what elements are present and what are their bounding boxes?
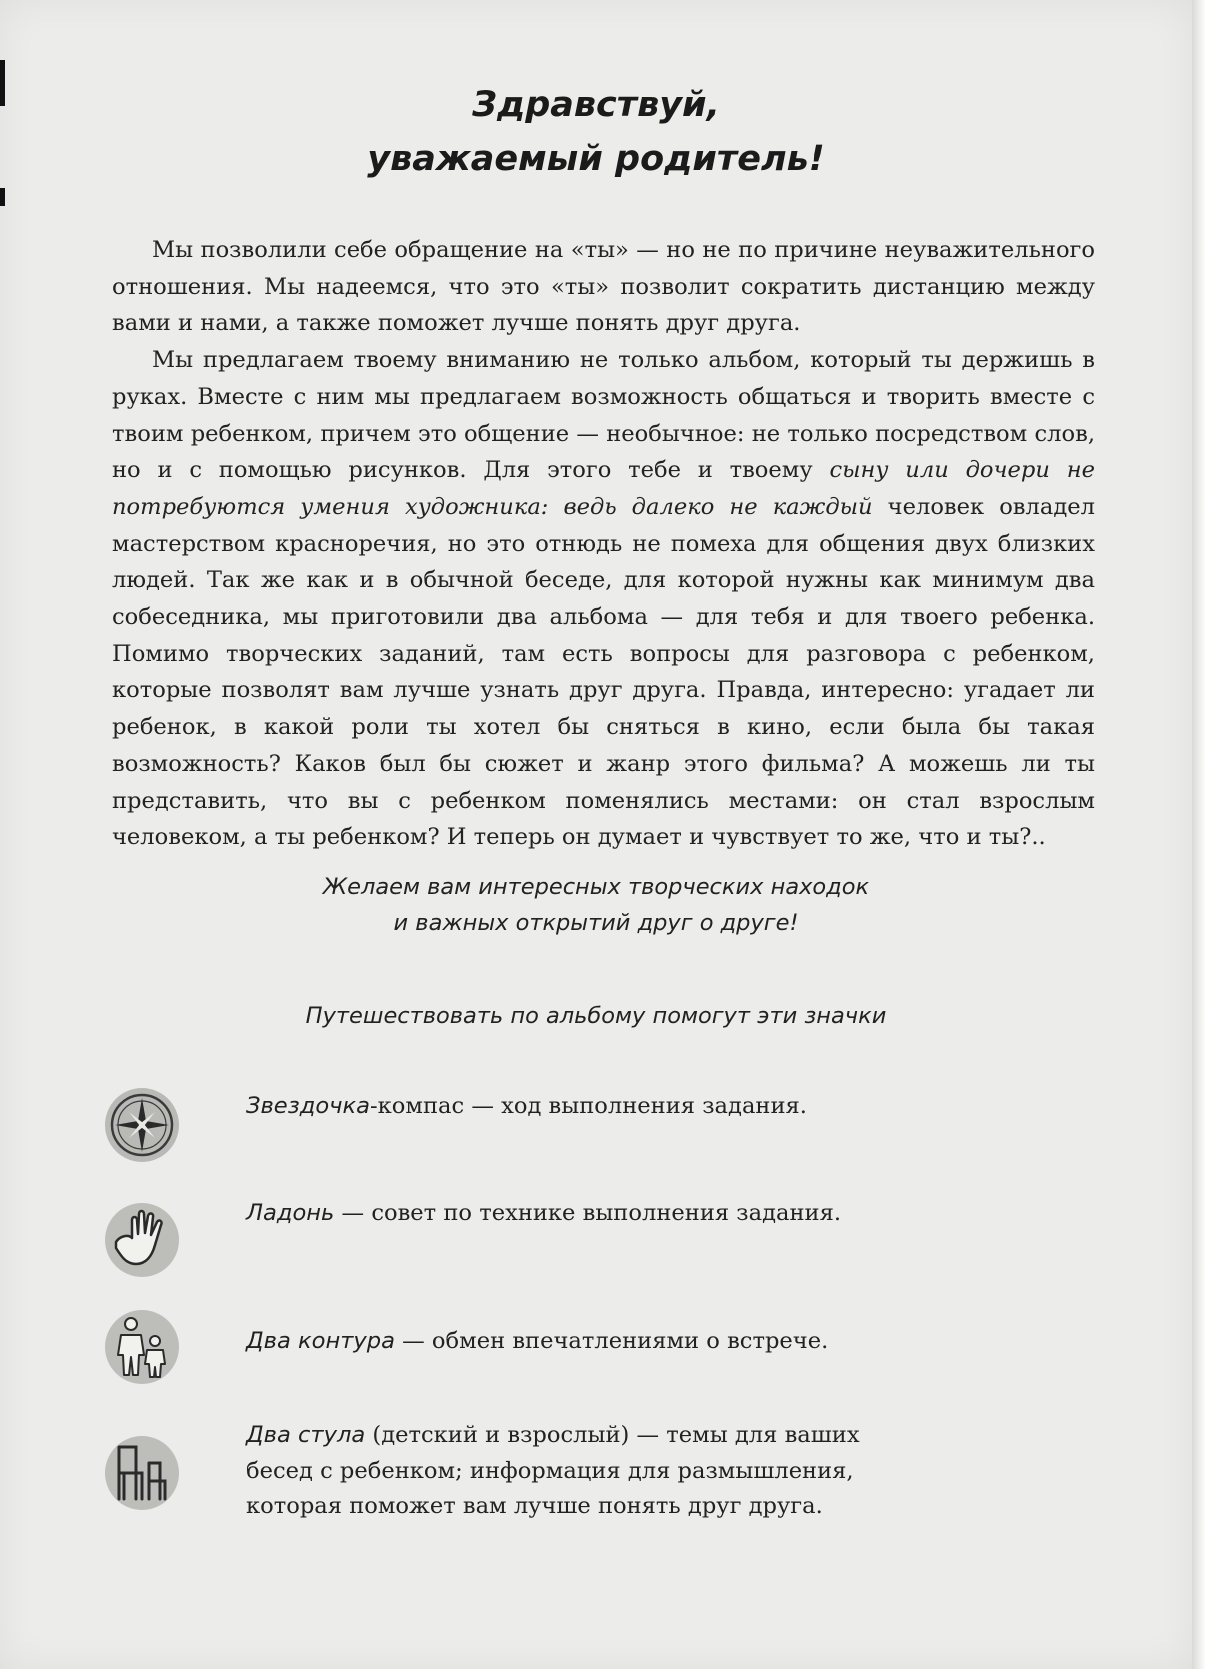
title-line-1: Здравствуй, [472, 85, 720, 125]
legend-term: Два стула [246, 1422, 366, 1448]
paragraph-2-start: Мы предлагаем твоему вниманию не только альбом, который ты держишь в руках. Вместе с ним мы предлагаем возможность общаться и творить вместе с твоим ребенком, причем это общение — необычное: не только посредством слов, но и с помощью рисунков. Для этого тебе и твоему [112, 347, 1095, 484]
legend-text-figures [246, 1324, 1006, 1360]
page-title [0, 78, 1192, 186]
legend-text-compass [246, 1089, 1006, 1125]
legend-term-suffix: -компас [370, 1093, 465, 1119]
legend-description: — обмен впечатлениями о встрече. [394, 1328, 829, 1354]
compass-star-icon [102, 1085, 182, 1165]
wishes-line-2: и важных открытий друг о друге! [393, 910, 799, 936]
two-chairs-icon [102, 1433, 182, 1513]
paragraph-2-end: человек овладел мастерством красноречия, но это отнюдь не помеха для общения двух близких людей. Так же как и в обычной беседе, для которой нужны как минимум два собеседника, мы приготовили два альбома — для тебя и для твоего ребенка. Помимо творческих заданий, там есть вопросы для разговора с ребенком, которые позволят вам лучше узнать друг друга. Правда, интересно: угадает ли ребенок, в какой роли ты хотел бы сняться в кино, если была бы такая возможность? Каков был бы сюжет и жанр этого фильма? А можешь ли ты представить, что вы с ребенком поменялись местами: он стал взрослым человеком, а ты ребенком? И теперь он думает и чувствует то же, что и ты?.. [112, 493, 1095, 851]
legend-description: — совет по технике выполнения задания. [334, 1200, 842, 1226]
wishes-line-1: Желаем вам интересных творческих находок [322, 874, 870, 900]
title-line-2: уважаемый родитель! [367, 139, 825, 179]
palm-icon [102, 1200, 182, 1280]
legend-line-1 [246, 1418, 1006, 1454]
paragraph-2-italic: сыну или дочери не потребуются умения художника: ведь далеко не каждый [112, 457, 1095, 520]
legend-description-line-1: (детский и взрослый) — темы для ваших [365, 1422, 860, 1448]
wishes-block [0, 869, 1192, 941]
legend-text-chairs [246, 1418, 1006, 1525]
two-figures-icon [102, 1307, 182, 1387]
legend-intro: Путешествовать по альбому помогут эти значки [305, 1003, 887, 1029]
binding-mark [0, 188, 5, 206]
legend-description: — ход выполнения задания. [464, 1093, 807, 1119]
legend-term: Два контура [246, 1328, 395, 1354]
legend-term: Ладонь [246, 1200, 335, 1226]
legend-term: Звездочка [246, 1093, 371, 1119]
intro-text [112, 232, 1095, 856]
paragraph-1: Мы позволили себе обращение на «ты» — но не по причине неуважительного отношения. Мы надеемся, что это «ты» позволит сократить дистанцию между вами и нами, а также поможет лучше понять друг друга. [112, 237, 1095, 337]
legend-description-line-2: бесед с ребенком; информация для размышления, [246, 1457, 854, 1484]
legend-text-palm [246, 1196, 1006, 1232]
paragraph-2 [112, 342, 1095, 856]
legend-description-line-3: которая поможет вам лучше понять друг друга. [246, 1493, 823, 1519]
